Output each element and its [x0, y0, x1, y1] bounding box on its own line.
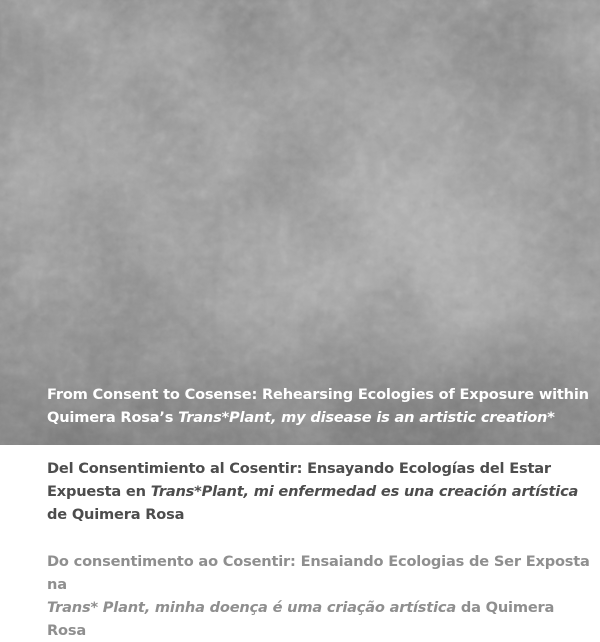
- title-english-artwork: Trans*Plant, my disease is an artistic creation*: [178, 409, 555, 426]
- title-portuguese-line-2: [47, 596, 592, 642]
- title-spanish-prefix: Expuesta en: [47, 483, 151, 500]
- title-english-line-1: From Consent to Cosense: Rehearsing Ecologies of Exposure within: [47, 386, 589, 403]
- title-portuguese-line-1: Do consentimento ao Cosentir: Ensaiando Ecologias de Ser Exposta na: [47, 553, 590, 593]
- title-spanish-line-3: de Quimera Rosa: [47, 506, 185, 523]
- title-spanish-line-2: [47, 480, 592, 503]
- title-english-prefix: Quimera Rosa’s: [47, 409, 179, 426]
- title-spanish-artwork: Trans*Plant, mi enfermedad es una creación artística: [150, 483, 579, 500]
- title-spanish: [47, 457, 592, 526]
- title-portuguese-artwork: Trans* Plant, minha doença é uma criação artística: [47, 599, 456, 616]
- title-english: [47, 383, 592, 429]
- title-spanish-line-1: Del Consentimiento al Cosentir: Ensayando Ecologías del Estar: [47, 460, 551, 477]
- title-english-line-2: [47, 406, 592, 429]
- title-portuguese: [47, 550, 592, 642]
- title-portuguese-suffix: da Quimera Rosa: [47, 599, 555, 639]
